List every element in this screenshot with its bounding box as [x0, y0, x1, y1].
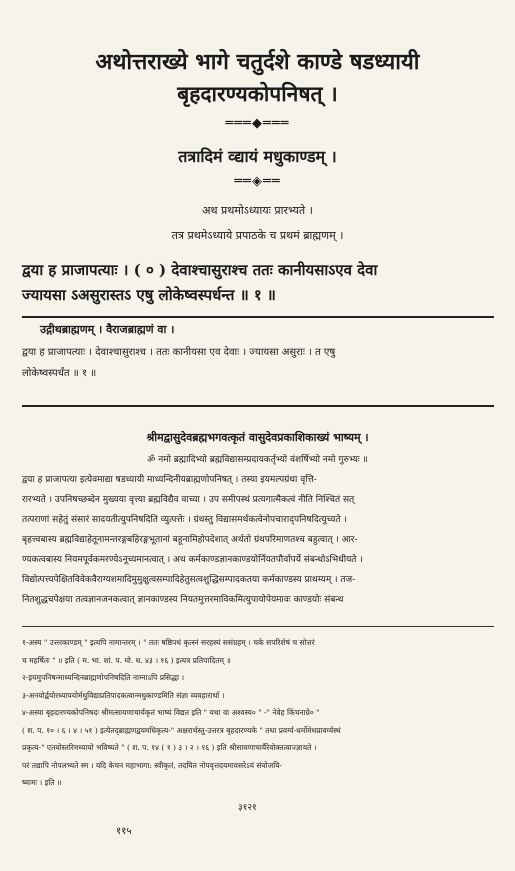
footnote-line: ३-अनयोर्द्वयोरध्याययोर्मधुविद्याप्रतिपादकत्वान्मधुकाण्डमिति संज्ञा व्यवहारार्था ।	[22, 690, 225, 700]
footnote-line: २-इयमुपनिषन्माध्यन्दिनब्राह्मणोपनिषदिति नाम्नाऽपि प्रसिद्धा ।	[22, 673, 185, 682]
footnote-line: परं तद्यापि नोपलभ्यते स्म । यदि केचन महाभागा: स्वीकृतं, तदयित नोपवृत्तदयमावसरेऽयं संयोजयि-	[22, 760, 283, 770]
udgitha-line-2: लोकेष्वस्पर्धंत ॥ १ ॥	[22, 368, 97, 379]
commentary-text	[22, 470, 494, 610]
page-number: ११५	[116, 826, 132, 837]
ornament-divider-small: ══◈══	[234, 174, 281, 189]
footnote-line: ४-अस्या बृहदारण्यकोपनिषदः श्रीमत्सायणाचार्यकृतं भाष्यं विद्यत इति " यथा वा अश्वस्य० " -" नेवेह किंचनाग्रे० "	[22, 708, 320, 717]
invocation-line: ॐ नमो ब्रह्मादिभ्यो ब्रह्मविद्यासम्प्रदायकर्तृभ्यो वंशर्षिभ्यो नमो गुरुभ्यः ॥	[147, 455, 368, 465]
footnote-rule	[22, 626, 494, 627]
commentary-line: विद्योत्पत्त्यपेक्षितविवेकवैराग्यशमादिमुमुक्षुत्वसम्पादिहेतुसत्वशुद्धिसम्पादकतया कर्मकाण्डस्य प्राथम्यम् । तज-	[22, 575, 356, 585]
mantra-line-1: द्वया ह प्राजापत्याः । ( ० ) देवाश्चासुराश्च ततः कानीयसाऽएव देवा	[22, 261, 378, 279]
commentary-line: नितशुद्धचपेक्षया तत्वज्ञानजनकत्वात् ज्ञानकाण्डस्य नियतमुत्तरमाविकमित्युपायोपेयमावः काण्डयोः संबन्ध	[22, 595, 344, 605]
footnote-line: च महर्षितः " ॥ इति ( म. भा. शां. प. मो. ध. ४३ । १६ ) इत्यत्र प्रतिपादितम् ॥	[22, 655, 231, 665]
udgitha-heading: उद्गीथब्राह्मणम् । वैराजब्राह्मणं वा ।	[40, 323, 175, 336]
brahmana-start-line: तत्र प्रथमेऽध्याये प्रपाठके च प्रथमं ब्राह्मणम् ।	[171, 229, 344, 242]
ornament-divider: ═══◆═══	[225, 116, 290, 131]
udgitha-line-1: द्वया ह प्राजापत्याः । देवाश्चासुराश्च । ततः कानीयसा एव देवाः । ज्यायसा असुराः । त एषु	[22, 347, 336, 358]
footnote-line: १-अस्य " उत्तरकाण्डम् " इत्यपि नामान्तरम् । " ततः षष्ठिपथं कृत्स्नं सरहस्यं ससंग्रहम् । चके सपरिशेषं च सोत्तरं	[22, 638, 315, 647]
footnotes	[22, 634, 494, 792]
commentary-line: बृहत्त्वबास्य ब्रह्मविद्याहेतूनामन्तरङ्गबहिरङ्गभूतानां बहूनामिहोपदेशात् अर्थतो ग्रंथपरिमाणतश्च बहुत्वात् । आर-	[22, 535, 358, 545]
section-subtitle: तत्रादिमं व्द्यायं मधुकाण्डम् ।	[178, 147, 337, 166]
mantra-line-2: ज्यायसा ऽअसुरास्तऽ एषु लोकेष्वस्पर्धन्त ॥ १ ॥	[22, 286, 276, 304]
chapter-start-line: अथ प्रथमोऽध्यायः प्रारभ्यते ।	[202, 204, 313, 217]
title-line-2: बृहदारण्यकोपनिषत् ।	[177, 81, 338, 106]
commentary-line: ण्यकत्वबास्य नियमपूर्वकमरण्येऽनूच्यमानत्वात् । अथ कर्मकाण्डज्ञानकाण्डयोर्नियतपौर्वापर्ये संबन्धोऽभिधीयते ।	[22, 555, 363, 565]
footnote-line: प्रकृत्य-" एतयोस्तरिमध्यायो भविष्यते " ( श. प. १४ ( १ ) ३ । २ । १६ ) इति श्रीसायणाचार्यैरेवोक्तत्वाज्ज्ञायते ।	[22, 743, 317, 752]
title-line-1: अथोत्तराख्ये भागे चतुर्दशे काण्डे षडध्यायी	[95, 49, 420, 75]
commentary-line: रारभ्यते । उपनिषच्छब्देन मुख्यया वृत्त्या ब्रह्मविद्यैव वाच्या । उप समीपस्थं प्रत्यगात्मैकत्वं नीति निश्चितं सत्	[22, 495, 355, 505]
commentary-line: द्वया ह प्राजापत्या इत्येवमाद्या षडध्यायी माध्यन्दिनीयब्राह्मणोपनिषत् । तस्या इयमल्पग्रंथा वृत्ति-	[22, 475, 317, 485]
commentary-line: तत्पराणां सहेतुं संसारं सादयतीत्युपनिषदिति व्युत्पत्तेः । ग्रंथस्तु विद्यासमर्थकत्वेनोपचाराद्पनिषदित्युच्यते ।	[22, 515, 347, 525]
footnote-line: ( श. प. १० । ६ । ४ । ५१ ) इत्येतद्ब्राह्मणद्वयमधिकृत्य-" अक्षरार्थस्तु-उत्तरत्र बृहदारण्यके " तथा प्रवर्ग्य-धर्मोमेधप्रावर्ग्यस्थं	[22, 725, 341, 735]
divider-rule-2	[22, 405, 494, 407]
divider-rule	[22, 316, 494, 318]
footnote-line: ष्यामः । इति ॥	[22, 778, 62, 787]
printer-signature: ३१२१	[238, 803, 257, 813]
bhashya-title: श्रीमद्वासुदेवब्रह्मभगवत्कृतं वासुदेवप्रकाशिकाख्यं भाष्यम् ।	[146, 431, 369, 444]
